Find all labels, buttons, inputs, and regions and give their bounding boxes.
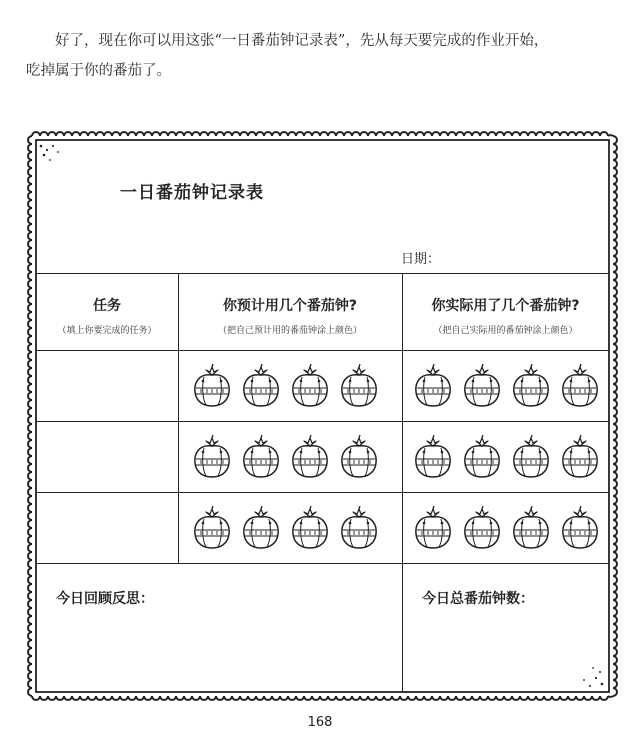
planned-tomato-row bbox=[192, 506, 388, 550]
tomato-timer-icon bbox=[462, 435, 502, 479]
column-header-planned bbox=[178, 295, 402, 336]
tomato-timer-icon bbox=[290, 364, 330, 408]
page-number: 168 bbox=[307, 715, 333, 730]
tomato-timer-icon bbox=[462, 506, 502, 550]
tomato-timer-icon bbox=[339, 435, 379, 479]
column-note: （填上你要完成的任务） bbox=[57, 326, 157, 336]
tomato-timer-icon bbox=[413, 435, 453, 479]
pomodoro-record-sheet bbox=[36, 140, 609, 692]
intro-line-1: 好了，现在你可以用这张“一日番茄钟记录表”，先从每天要完成的作业开始， bbox=[55, 33, 549, 49]
total-tomatoes-label: 今日总番茄钟数： bbox=[422, 591, 534, 607]
column-note: （把自己预计用的番茄钟涂上颜色） bbox=[217, 326, 362, 336]
tomato-timer-icon bbox=[511, 506, 551, 550]
tomato-timer-icon bbox=[560, 364, 600, 408]
tomato-timer-icon bbox=[560, 435, 600, 479]
table-divider bbox=[36, 273, 609, 274]
planned-tomato-row bbox=[192, 364, 388, 408]
tomato-timer-icon bbox=[290, 506, 330, 550]
column-heading: 任务 bbox=[93, 298, 121, 314]
column-heading: 你实际用了几个番茄钟? bbox=[431, 298, 580, 314]
tomato-timer-icon bbox=[241, 506, 281, 550]
table-divider bbox=[36, 492, 609, 493]
column-header-actual bbox=[402, 295, 609, 336]
tomato-timer-icon bbox=[339, 506, 379, 550]
tomato-timer-icon bbox=[560, 506, 600, 550]
tomato-timer-icon bbox=[511, 364, 551, 408]
tomato-timer-icon bbox=[413, 364, 453, 408]
tomato-timer-icon bbox=[462, 364, 502, 408]
actual-tomato-row bbox=[413, 364, 609, 408]
planned-tomato-row bbox=[192, 435, 388, 479]
tomato-timer-icon bbox=[241, 364, 281, 408]
sheet-title: 一日番茄钟记录表 bbox=[120, 183, 264, 203]
column-header-task bbox=[36, 295, 178, 336]
tomato-timer-icon bbox=[192, 364, 232, 408]
actual-tomato-row bbox=[413, 506, 609, 550]
table-divider bbox=[36, 421, 609, 422]
table-divider bbox=[36, 563, 609, 564]
tomato-timer-icon bbox=[290, 435, 330, 479]
tomato-timer-icon bbox=[339, 364, 379, 408]
table-divider bbox=[36, 350, 609, 351]
column-note: （把自己实际用的番茄钟涂上颜色） bbox=[433, 326, 578, 336]
tomato-timer-icon bbox=[192, 506, 232, 550]
tomato-timer-icon bbox=[241, 435, 281, 479]
column-heading: 你预计用几个番茄钟? bbox=[222, 298, 358, 314]
tomato-timer-icon bbox=[192, 435, 232, 479]
tomato-timer-icon bbox=[511, 435, 551, 479]
review-label: 今日回顾反思： bbox=[56, 591, 154, 607]
actual-tomato-row bbox=[413, 435, 609, 479]
intro-line-2: 吃掉属于你的番茄了。 bbox=[26, 63, 171, 79]
tomato-timer-icon bbox=[413, 506, 453, 550]
date-label: 日期： bbox=[401, 252, 441, 267]
